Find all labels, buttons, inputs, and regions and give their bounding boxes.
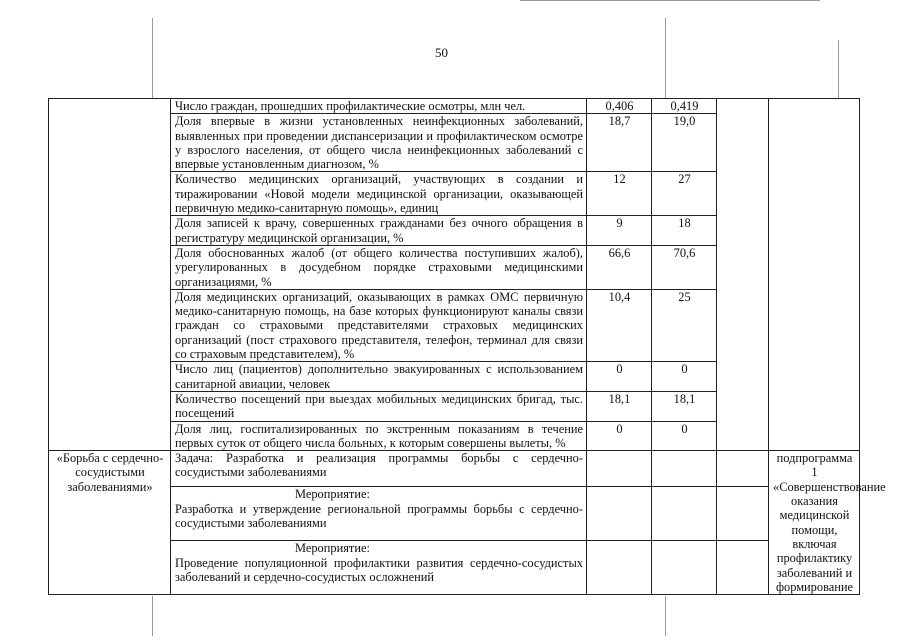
measure-label: Мероприятие: xyxy=(295,487,370,502)
value-year1-cell: 10,4 xyxy=(587,289,652,361)
indicators-table xyxy=(48,98,886,595)
value-year1-cell: 18,7 xyxy=(587,114,652,172)
empty-cell xyxy=(587,541,652,595)
scan-artifact-line xyxy=(838,40,839,98)
value-year1-cell: 12 xyxy=(587,172,652,216)
value-year2-cell: 25 xyxy=(652,289,717,361)
empty-cell xyxy=(587,451,652,487)
value-year1-cell: 66,6 xyxy=(587,245,652,289)
measure-cell xyxy=(171,541,587,595)
indicator-cell: Доля медицинских организаций, оказывающих в рамках ОМС первичную медико-санитарную помощь, на базе которых функционируют каналы связи граждан со страховыми представителями страховых медицинских организаций (пост страхового представителя, телефон, терминал для связи со страховым представителем), % xyxy=(171,289,587,361)
value-year2-cell: 0 xyxy=(652,362,717,392)
measure-cell xyxy=(171,487,587,541)
measure-text: Разработка и утверждение региональной программы борьбы с сердечно-сосудистыми заболеваниями xyxy=(175,501,583,531)
value-year1-cell: 0,406 xyxy=(587,99,652,114)
indicator-cell: Число граждан, прошедших профилактические осмотры, млн чел. xyxy=(171,99,587,114)
value-year2-cell: 70,6 xyxy=(652,245,717,289)
empty-cell xyxy=(717,451,769,487)
indicator-cell: Доля обоснованных жалоб (от общего количества поступивших жалоб), урегулированных в досудебном порядке страховыми медицинскими организациями, % xyxy=(171,245,587,289)
value-year2-cell: 0 xyxy=(652,421,717,451)
indicator-cell: Количество посещений при выездах мобильных медицинских бригад, тыс. посещений xyxy=(171,391,587,421)
value-year2-cell: 27 xyxy=(652,172,717,216)
value-year2-cell: 18,1 xyxy=(652,391,717,421)
value-year2-cell: 0,419 xyxy=(652,99,717,114)
scan-artifact-line xyxy=(665,18,666,98)
goal-cell: «Борьба с сердечно-сосудистыми заболеваниями» xyxy=(49,451,171,595)
goal-cell-empty xyxy=(49,99,171,451)
value-year1-cell: 9 xyxy=(587,216,652,246)
scan-artifact-line xyxy=(665,596,666,636)
indicator-cell: Доля впервые в жизни установленных неинфекционных заболеваний, выявленных при проведении диспансеризации и профилактическом осмотре у взрослого населения, от общего числа неинфекционных заболеваний с впервые установленным диагнозом, % xyxy=(171,114,587,172)
measure-text: Проведение популяционной профилактики развития сердечно-сосудистых заболеваний и сердечно-сосудистых осложнений xyxy=(175,555,583,584)
scan-artifact-line xyxy=(152,18,153,98)
value-year1-cell: 0 xyxy=(587,362,652,392)
indicator-cell: Количество медицинских организаций, участвующих в создании и тиражировании «Новой модели медицинской организации, оказывающей первичную медико-санитарную помощь», единиц xyxy=(171,172,587,216)
table-row xyxy=(49,541,860,595)
table-row xyxy=(49,451,860,487)
value-year2-cell: 18 xyxy=(652,216,717,246)
value-year1-cell: 18,1 xyxy=(587,391,652,421)
value-year1-cell: 0 xyxy=(587,421,652,451)
indicator-cell: Доля лиц, госпитализированных по экстренным показаниям в течение первых суток от общего числа больных, к которым совершены вылеты, % xyxy=(171,421,587,451)
empty-cell xyxy=(652,541,717,595)
measure-label: Мероприятие: xyxy=(295,541,370,556)
subprogram-cell-empty xyxy=(769,99,860,451)
empty-cell xyxy=(652,487,717,541)
task-cell: Задача: Разработка и реализация программы борьбы с сердечно-сосудистыми заболеваниями xyxy=(171,451,587,487)
table-row xyxy=(49,487,860,541)
scan-artifact-line xyxy=(152,596,153,636)
subprogram-cell: подпрограмма 1 «Совершенствование оказания медицинской помощи, включая профилактику заболеваний и формирование xyxy=(769,451,860,595)
empty-cell xyxy=(652,451,717,487)
empty-cell xyxy=(717,99,769,451)
indicator-cell: Доля записей к врачу, совершенных гражданами без очного обращения в регистратуру медицинской организации, % xyxy=(171,216,587,246)
page-number: 50 xyxy=(435,45,448,60)
value-year2-cell: 19,0 xyxy=(652,114,717,172)
empty-cell xyxy=(717,541,769,595)
indicator-cell: Число лиц (пациентов) дополнительно эвакуированных с использованием санитарной авиации, человек xyxy=(171,362,587,392)
empty-cell xyxy=(717,487,769,541)
empty-cell xyxy=(587,487,652,541)
table-row xyxy=(49,99,860,114)
scan-artifact-line xyxy=(520,0,820,1)
